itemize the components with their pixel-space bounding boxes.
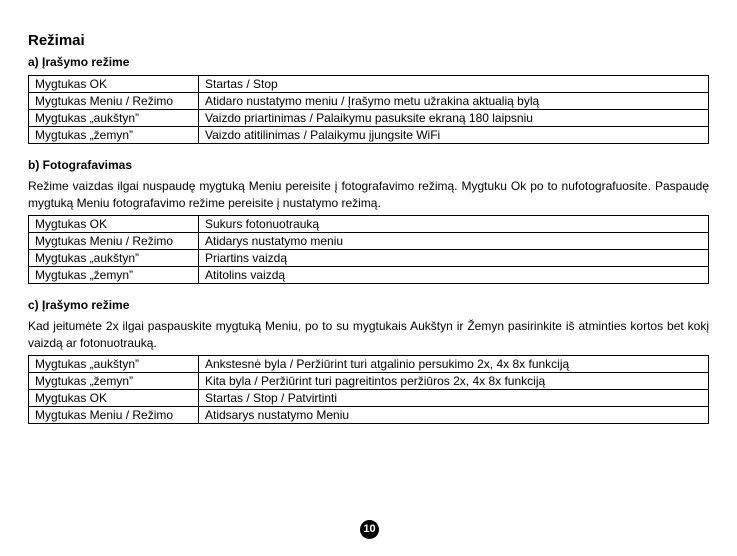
section-paragraph: Kad jeitumėte 2x ilgai paspauskite mygtuką Meniu, po to su mygtukais Aukštyn ir Žemyn pasirinkite iš atminties kortos bet kokį vaizdą ar fotonuotrauką. [28,319,709,350]
table-row [29,407,709,424]
function-cell: Vaizdo priartinimas / Palaikymu pasuksite ekraną 180 laipsniu [199,110,709,127]
section-photo-mode [28,158,709,284]
table-row [29,110,709,127]
function-cell: Kita byla / Peržiūrint turi pagreitintos peržiūros 2x, 4x 8x funkciją [199,373,709,390]
button-cell: Mygtukas OK [29,76,199,93]
function-cell: Startas / Stop [199,76,709,93]
button-cell: Mygtukas „aukštyn” [29,250,199,267]
button-table [28,355,709,424]
function-cell: Atidsarys nustatymo Meniu [199,407,709,424]
section-playback-mode [28,298,709,424]
function-cell: Atidaro nustatymo meniu / Įrašymo metu užrakina aktualią bylą [199,93,709,110]
section-paragraph: Režime vaizdas ilgai nuspaudę mygtuką Meniu pereisite į fotografavimo režimą. Mygtuku Ok po to nufotografuosite. Paspaudę mygtuką Meniu fotografavimo režime pereisite į nustatymo režimą. [28,179,709,210]
button-cell: Mygtukas OK [29,390,199,407]
section-heading: a) Įrašymo režime [28,55,130,69]
button-cell: Mygtukas „žemyn” [29,127,199,144]
page-title: Režimai [28,32,85,49]
section-heading: b) Fotografavimas [28,158,133,172]
function-cell: Atitolins vaizdą [199,267,709,284]
table-row [29,250,709,267]
table-row [29,233,709,250]
table-row [29,373,709,390]
function-cell: Startas / Stop / Patvirtinti [199,390,709,407]
function-cell: Priartins vaizdą [199,250,709,267]
button-cell: Mygtukas Meniu / Režimo [29,233,199,250]
button-table [28,75,709,144]
table-row [29,93,709,110]
table-row [29,76,709,93]
button-cell: Mygtukas „aukštyn” [29,110,199,127]
table-row [29,390,709,407]
table-row [29,216,709,233]
table-row [29,267,709,284]
button-cell: Mygtukas Meniu / Režimo [29,93,199,110]
table-row [29,356,709,373]
function-cell: Ankstesnė byla / Peržiūrint turi atgalinio persukimo 2x, 4x 8x funkciją [199,356,709,373]
function-cell: Sukurs fotonuotrauką [199,216,709,233]
page-number-badge: 10 [360,520,379,539]
button-cell: Mygtukas „aukštyn” [29,356,199,373]
button-cell: Mygtukas Meniu / Režimo [29,407,199,424]
section-recording-mode [28,55,709,144]
table-row [29,127,709,144]
function-cell: Vaizdo atitilinimas / Palaikymu įjungsite WiFi [199,127,709,144]
button-cell: Mygtukas „žemyn” [29,267,199,284]
button-table [28,215,709,284]
button-cell: Mygtukas OK [29,216,199,233]
document-page [28,32,709,424]
section-heading: c) Įrašymo režime [28,298,130,312]
button-cell: Mygtukas „žemyn” [29,373,199,390]
function-cell: Atidarys nustatymo meniu [199,233,709,250]
